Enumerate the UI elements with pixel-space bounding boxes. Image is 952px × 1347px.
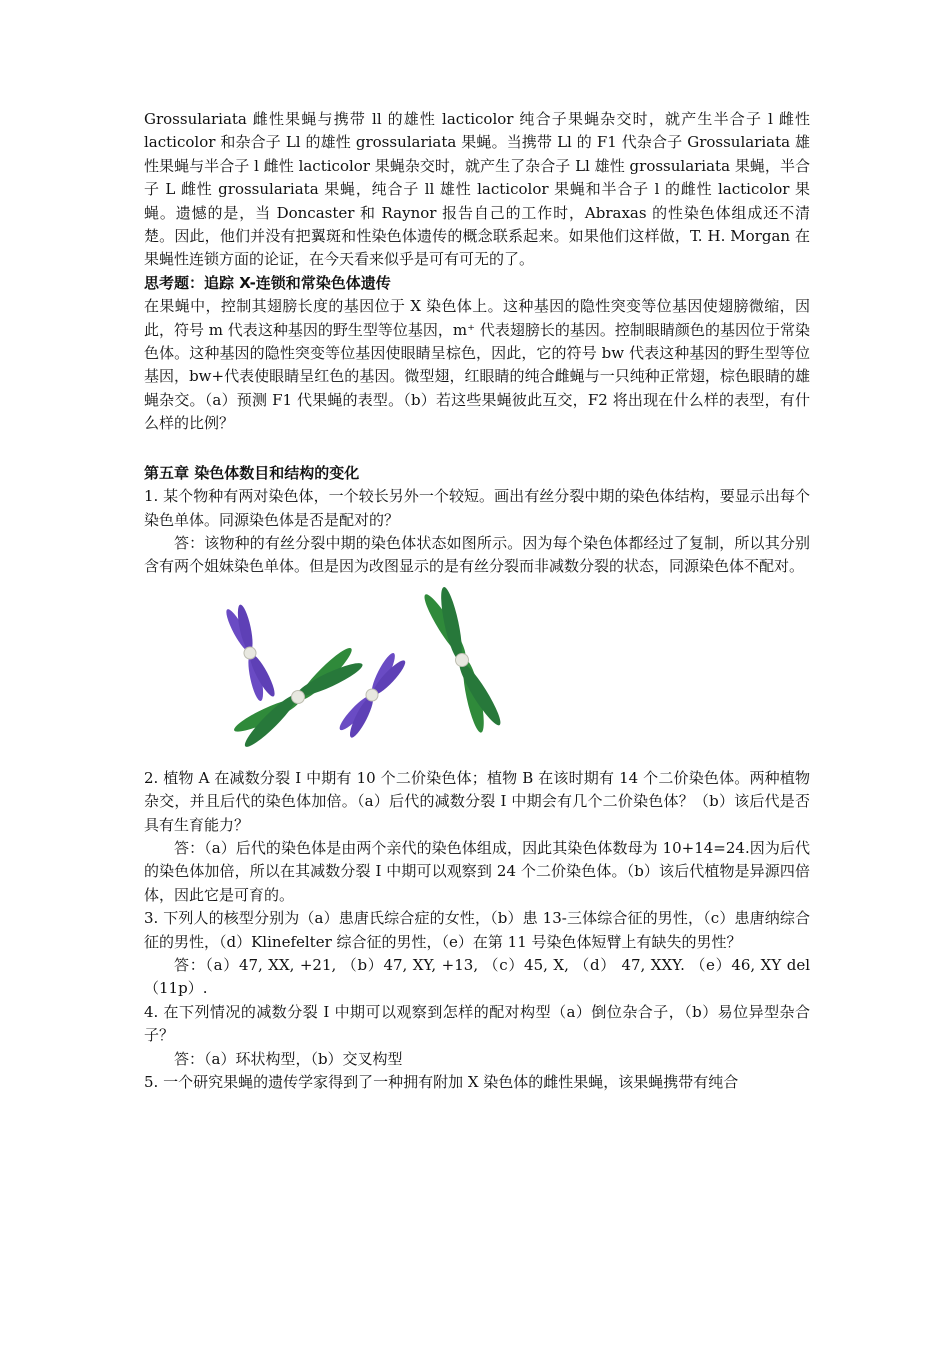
question-4: 4. 在下列情况的减数分裂 I 中期可以观察到怎样的配对构型（a）倒位杂合子，（b）易位异型杂合子？ [144,1002,810,1045]
section-gap [144,436,810,462]
think-question-heading: 思考题：追踪 X-连锁和常染色体遗传 [144,273,391,292]
question-5: 5. 一个研究果蝇的遗传学家得到了一种拥有附加 X 染色体的雌性果蝇，该果蝇携带有纯合 [144,1073,739,1091]
answer-3: 答：（a）47, XX, +21, （b）47, XY, +13, （c）45, X, （d） 47, XXY. （e）46, XY del （11p）. [144,955,810,998]
chromosome-long-2 [419,585,507,736]
chromosome-figure [144,585,810,763]
chapter-heading: 第五章 染色体数目和结构的变化 [144,463,360,482]
chromosome-short-2 [335,649,409,741]
chromosome-short-1 [222,602,279,703]
question-1: 1. 某个物种有两对染色体，一个较长另外一个较短。画出有丝分裂中期的染色体结构，要显示出每个染色单体。同源染色体是否是配对的？ [144,487,810,529]
intro-paragraph: Grossulariata 雌性果蝇与携带 ll 的雄性 lacticolor 纯合子果蝇杂交时，就产生半合子 l 雌性 lacticolor 和杂合子 Ll 的雄性 grossulariata 果蝇。当携带 Ll 的 F1 代杂合子 Grossulariata 雄性果蝇与半合子 l 雌性 lacticolor 果蝇杂交时，就产生了杂合子 Ll 雄性 grossulariata 果蝇，半合子 L 雌性 grossulariata 果蝇，纯合子 ll 雄性 lacticolor 果蝇和半合子 l 的雌性 lacticolor 果蝇。遗憾的是，当 Doncaster 和 Raynor 报告自己的工作时，Abraxas 的性染色体组成还不清楚。因此，他们并没有把翼斑和性染色体遗传的概念联系起来。如果他们这样做，T. H. Morgan 在果蝇性连锁方面的论证，在今天看来似乎是可有可无的了。 [144,110,810,269]
document-page [144,108,810,1094]
think-question-paragraph: 在果蝇中，控制其翅膀长度的基因位于 X 染色体上。这种基因的隐性突变等位基因使翅膀微缩，因此，符号 m 代表这种基因的野生型等位基因，m⁺ 代表翅膀长的基因。控制眼睛颜色的基因位于常染色体。这种基因的隐性突变等位基因使眼睛呈棕色，因此，它的符号 bw 代表这种基因的野生型等位基因，bw+代表使眼睛呈红色的基因。微型翅，红眼睛的纯合雌蝇与一只纯种正常翅，棕色眼睛的雄蝇杂交。（a）预测 F1 代果蝇的表型。（b）若这些果蝇彼此互交，F2 将出现在什么样的表型，有什么样的比例？ [144,297,810,433]
question-3: 3. 下列人的核型分别为（a）患唐氏综合症的女性，（b）患 13-三体综合征的男性，（c）患唐纳综合征的男性，（d）Klinefelter 综合征的男性，（e）在第 11 号染色体短臂上有缺失的男性？ [144,909,810,951]
question-2: 2. 植物 A 在减数分裂 I 中期有 10 个二价染色体；植物 B 在该时期有 14 个二价染色体。两种植物杂交，并且后代的染色体加倍。（a）后代的减数分裂 I 中期会有几个二价染色体？（b）该后代是否具有生育能力？ [144,768,810,834]
answer-1: 答：该物种的有丝分裂中期的染色体状态如图所示。因为每个染色体都经过了复制，所以其分别含有两个姐妹染色单体。但是因为改图显示的是有丝分裂而非减数分裂的状态，同源染色体不配对。 [144,533,810,576]
chromosome-illustration [174,585,554,763]
answer-2: 答：（a）后代的染色体是由两个亲代的染色体组成，因此其染色体数母为 10+14=24.因为后代的染色体加倍，所以在其减数分裂 I 中期可以观察到 24 个二价染色体。（b）该后代植物是异源四倍体，因此它是可育的。 [144,838,810,904]
answer-4: 答：（a）环状构型，（b）交叉构型 [174,1049,403,1068]
